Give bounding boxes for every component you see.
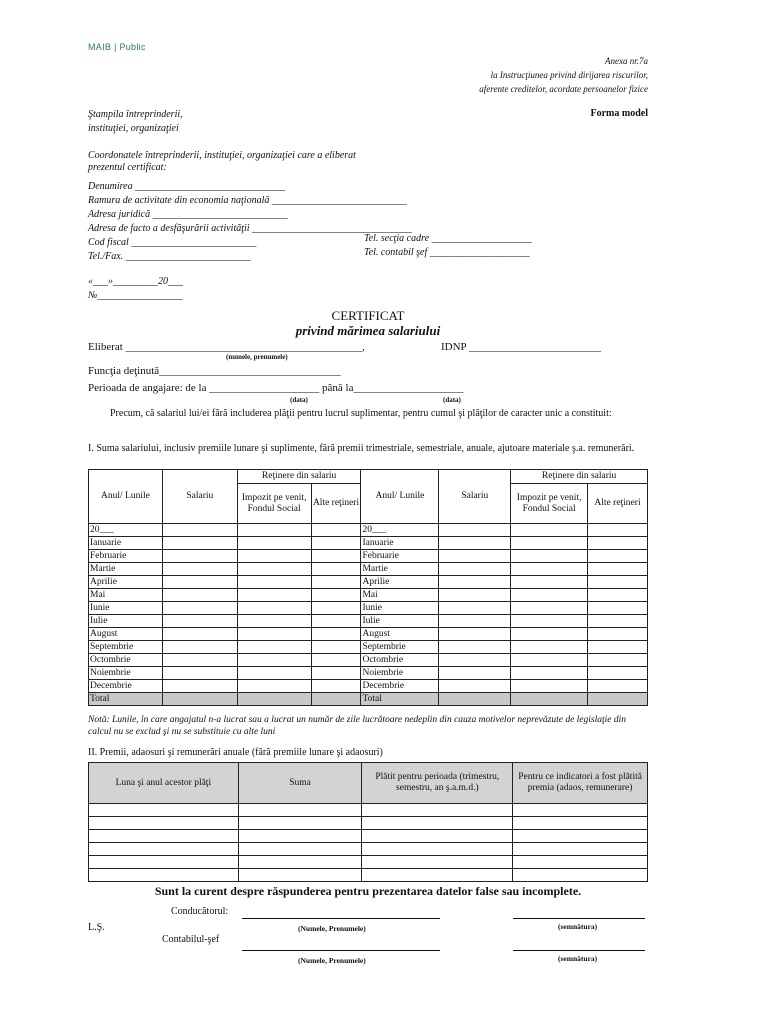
company-fields-right [364, 232, 532, 260]
month-cell: Mai [361, 589, 439, 602]
table-cell [439, 615, 511, 628]
declaration: Sunt la curent despre răspunderea pentru prezentarea datelor false sau incomplete. [154, 884, 582, 898]
table-cell [588, 641, 648, 654]
header-salariu-left: Salariu [162, 470, 237, 524]
table-cell [439, 524, 511, 537]
month-cell: Decembrie [361, 680, 439, 693]
table-cell [238, 856, 362, 869]
field-tel-contabil: Tel. contabil şef ____________________ [364, 247, 530, 258]
table-cell [311, 641, 361, 654]
subtitle: privind mărimea salariului [295, 323, 441, 338]
table-row [89, 628, 648, 641]
table-cell [362, 843, 513, 856]
month-cell: Iulie [89, 615, 163, 628]
stamp-line: instituţiei, organizaţiei [88, 123, 179, 134]
header-luna-anul: Luna şi anul acestor plăţi [89, 763, 239, 804]
date-caption-from: (data) [290, 396, 308, 404]
issue-date-block [88, 275, 183, 303]
issue-date: «___»_________20___ [88, 276, 183, 287]
header-impozit-left: Impozit pe venit, Fondul Social [237, 484, 311, 524]
month-cell: Mai [89, 589, 163, 602]
eliberat-line: Eliberat ___________________________________________, [88, 341, 365, 353]
table-cell [511, 524, 588, 537]
header-retinere-right: Reţinere din salariu [511, 470, 648, 484]
table-row [89, 550, 648, 563]
table-cell [439, 602, 511, 615]
table-cell [89, 843, 239, 856]
table-cell [588, 602, 648, 615]
month-cell: Martie [361, 563, 439, 576]
table-row [89, 589, 648, 602]
table-cell [162, 524, 237, 537]
table-cell [311, 654, 361, 667]
table-cell [513, 843, 648, 856]
table-cell [513, 869, 648, 882]
table-cell [511, 537, 588, 550]
table-row [89, 869, 648, 882]
title: CERTIFICAT [331, 308, 405, 323]
table-row [89, 537, 648, 550]
table-cell [511, 680, 588, 693]
month-cell: Februarie [89, 550, 163, 563]
table-cell [511, 667, 588, 680]
month-cell: Ianuarie [89, 537, 163, 550]
month-cell: Iunie [361, 602, 439, 615]
name-caption: (numele, prenumele) [226, 353, 288, 361]
field-tel-fax: Tel./Fax. _________________________ [88, 251, 251, 262]
header-alte-right: Alte reţineri [588, 484, 648, 524]
table-cell [439, 576, 511, 589]
total-cell: Total [361, 693, 439, 706]
table-cell [511, 563, 588, 576]
year-cell: 20___ [361, 524, 439, 537]
table-cell [162, 576, 237, 589]
header-an-right: Anul/ Lunile [361, 470, 439, 524]
section-two-heading: II. Premii, adaosuri şi remunerări anuale (fără premiile lunare şi adaosuri) [88, 747, 383, 758]
table-cell [237, 667, 311, 680]
month-cell: Noiembrie [89, 667, 163, 680]
table-cell [439, 680, 511, 693]
table-cell [511, 615, 588, 628]
header-indicatori: Pentru ce indicatori a fost plătită premia (adaos, remunerare) [513, 763, 648, 804]
month-cell: Octombrie [89, 654, 163, 667]
table-cell [89, 830, 239, 843]
table-cell [439, 589, 511, 602]
contabil-name-line [242, 950, 440, 951]
stamp-line: Ştampila întreprinderii, [88, 109, 183, 120]
annex-line: la Instrucţiunea privind dirijarea riscurilor, [490, 70, 648, 80]
table-cell [311, 576, 361, 589]
header-an-left: Anul/ Lunile [89, 470, 163, 524]
table-cell [588, 615, 648, 628]
month-cell: Septembrie [89, 641, 163, 654]
table-cell [89, 869, 239, 882]
table-cell [588, 693, 648, 706]
table-cell [513, 856, 648, 869]
header-suma: Suma [238, 763, 362, 804]
idnp-line: IDNP ________________________ [441, 341, 602, 353]
functia-line: Funcţia deţinută_________________________________ [88, 365, 341, 377]
table-cell [513, 804, 648, 817]
month-cell: Decembrie [89, 680, 163, 693]
table-cell [311, 667, 361, 680]
table-cell [439, 693, 511, 706]
contabil-label: Contabilul-şef [162, 934, 220, 945]
field-tel-sectia: Tel. secţia cadre ____________________ [364, 233, 532, 244]
table-cell [162, 563, 237, 576]
table-row [89, 641, 648, 654]
table-cell [511, 693, 588, 706]
table-cell [238, 817, 362, 830]
table-cell [162, 693, 237, 706]
table-cell [511, 550, 588, 563]
salary-table [88, 469, 648, 706]
table-cell [237, 641, 311, 654]
table-cell [311, 693, 361, 706]
table-cell [511, 628, 588, 641]
month-cell: Iulie [361, 615, 439, 628]
table-cell [588, 589, 648, 602]
field-denumirea: Denumirea ______________________________ [88, 181, 286, 192]
table-row [89, 654, 648, 667]
brand-label: MAIB | Public [88, 42, 146, 52]
perioada-line: Perioada de angajare: de la ____________________ până la____________________ [88, 382, 464, 394]
table-cell [588, 654, 648, 667]
year-cell: 20___ [89, 524, 163, 537]
table-cell [311, 550, 361, 563]
conducator-name-caption: (Numele, Prenumele) [298, 924, 366, 933]
month-cell: Noiembrie [361, 667, 439, 680]
table-cell [513, 817, 648, 830]
table-cell [311, 537, 361, 550]
table-cell [588, 550, 648, 563]
table-cell [162, 628, 237, 641]
table-cell [511, 654, 588, 667]
table-row [89, 843, 648, 856]
coordinates-heading: Coordonatele întreprinderii, instituţiei, organizaţiei care a eliberat prezentul certificat: [88, 150, 356, 173]
conducator-name-line [242, 918, 440, 919]
table-cell [89, 804, 239, 817]
intro-paragraph: Precum, că salariul lui/ei fără includerea plăţii pentru lucrul suplimentar, pentru cumul şi plăţilor de caracter unic a constituit: [110, 408, 612, 419]
table-cell [237, 680, 311, 693]
table-cell [511, 641, 588, 654]
table-cell [362, 804, 513, 817]
table-cell [311, 628, 361, 641]
conducator-sign-caption: (semnătura) [558, 922, 598, 931]
table-row [89, 615, 648, 628]
table-cell [439, 563, 511, 576]
field-ramura: Ramura de activitate din economia naţională ___________________________ [88, 195, 407, 206]
table-row [89, 856, 648, 869]
table-cell [237, 693, 311, 706]
conducator-sign-line [513, 918, 645, 919]
form-model-label: Forma model [590, 108, 648, 119]
header-retinere-left: Reţinere din salariu [237, 470, 361, 484]
table-cell [162, 641, 237, 654]
table-cell [89, 817, 239, 830]
total-row [89, 693, 648, 706]
table-cell [439, 641, 511, 654]
annex-line: aferente creditelor, acordate persoanelor fizice [479, 84, 648, 94]
field-cod-fiscal: Cod fiscal _________________________ [88, 237, 257, 248]
table-cell [311, 524, 361, 537]
stamp-area [88, 108, 183, 136]
table-cell [237, 602, 311, 615]
table-cell [362, 856, 513, 869]
table-cell [237, 563, 311, 576]
table-cell [439, 537, 511, 550]
issue-number: №_________________ [88, 290, 183, 301]
table-row [89, 817, 648, 830]
note-text: Notă: Lunile, în care angajatul n-a lucrat sau a lucrat un număr de zile lucrătoare nedeplin din cauza motivelor neprevăzute de legislaţie din calcul nu se exclud şi nu se substituie cu alte luni [88, 715, 626, 737]
table-cell [237, 537, 311, 550]
section-one-heading: I. Suma salariului, inclusiv premiile lunare şi suplimente, fără premii trimestriale, semestriale, anuale, ajutoare materiale ş.a. remunerări. [88, 443, 635, 454]
table-row [89, 667, 648, 680]
table-cell [511, 589, 588, 602]
table-cell [588, 537, 648, 550]
table-cell [362, 817, 513, 830]
table-cell [162, 615, 237, 628]
table-cell [162, 537, 237, 550]
month-cell: Septembrie [361, 641, 439, 654]
table-cell [311, 615, 361, 628]
table-cell [238, 843, 362, 856]
table-row [89, 602, 648, 615]
table-cell [588, 563, 648, 576]
table-row [89, 804, 648, 817]
field-adresa-facto: Adresa de facto a desfăşurării activităţii ________________________________ [88, 223, 413, 234]
annex-reference [479, 54, 648, 96]
table-cell [513, 830, 648, 843]
table-cell [362, 869, 513, 882]
table-cell [238, 804, 362, 817]
month-cell: Ianuarie [361, 537, 439, 550]
table-cell [311, 680, 361, 693]
field-adresa-juridica: Adresa juridică ___________________________ [88, 209, 288, 220]
month-cell: Aprilie [361, 576, 439, 589]
header-platit-perioada: Plătit pentru perioada (trimestru, semestru, an ş.a.m.d.) [362, 763, 513, 804]
table-row [89, 563, 648, 576]
table-cell [439, 654, 511, 667]
month-cell: August [361, 628, 439, 641]
table-cell [162, 602, 237, 615]
table-cell [237, 654, 311, 667]
table-cell [439, 667, 511, 680]
table-cell [237, 628, 311, 641]
table-cell [511, 576, 588, 589]
month-cell: August [89, 628, 163, 641]
table-cell [311, 589, 361, 602]
table-cell [162, 589, 237, 602]
table-cell [89, 856, 239, 869]
table-row [89, 680, 648, 693]
table-cell [237, 576, 311, 589]
table-cell [237, 589, 311, 602]
table-cell [162, 550, 237, 563]
table-cell [588, 680, 648, 693]
table-cell [162, 654, 237, 667]
header-alte-left: Alte reţineri [311, 484, 361, 524]
table-cell [588, 524, 648, 537]
table-cell [311, 563, 361, 576]
contabil-sign-line [513, 950, 645, 951]
table-row [89, 576, 648, 589]
certificate-title [88, 308, 648, 338]
table-cell [588, 576, 648, 589]
table-cell [237, 524, 311, 537]
total-cell: Total [89, 693, 163, 706]
annex-line: Anexa nr.7a [605, 56, 648, 66]
table-cell [588, 628, 648, 641]
contabil-sign-caption: (semnătura) [558, 954, 598, 963]
table-cell [311, 602, 361, 615]
bonus-table [88, 762, 648, 882]
table-cell [588, 667, 648, 680]
ls-label: L.Ş. [88, 922, 105, 933]
table-cell [237, 550, 311, 563]
header-salariu-right: Salariu [439, 470, 511, 524]
table-row [89, 524, 648, 537]
conducator-label: Conducătorul: [171, 906, 229, 917]
month-cell: Februarie [361, 550, 439, 563]
header-impozit-right: Impozit pe venit, Fondul Social [511, 484, 588, 524]
table-row [89, 830, 648, 843]
month-cell: Aprilie [89, 576, 163, 589]
table-cell [237, 615, 311, 628]
table-cell [162, 680, 237, 693]
table-cell [238, 869, 362, 882]
table-cell [238, 830, 362, 843]
table-cell [362, 830, 513, 843]
date-caption-to: (data) [443, 396, 461, 404]
month-cell: Octombrie [361, 654, 439, 667]
table-cell [162, 667, 237, 680]
table-cell [439, 550, 511, 563]
month-cell: Martie [89, 563, 163, 576]
table-cell [439, 628, 511, 641]
month-cell: Iunie [89, 602, 163, 615]
contabil-name-caption: (Numele, Prenumele) [298, 956, 366, 965]
table-cell [511, 602, 588, 615]
